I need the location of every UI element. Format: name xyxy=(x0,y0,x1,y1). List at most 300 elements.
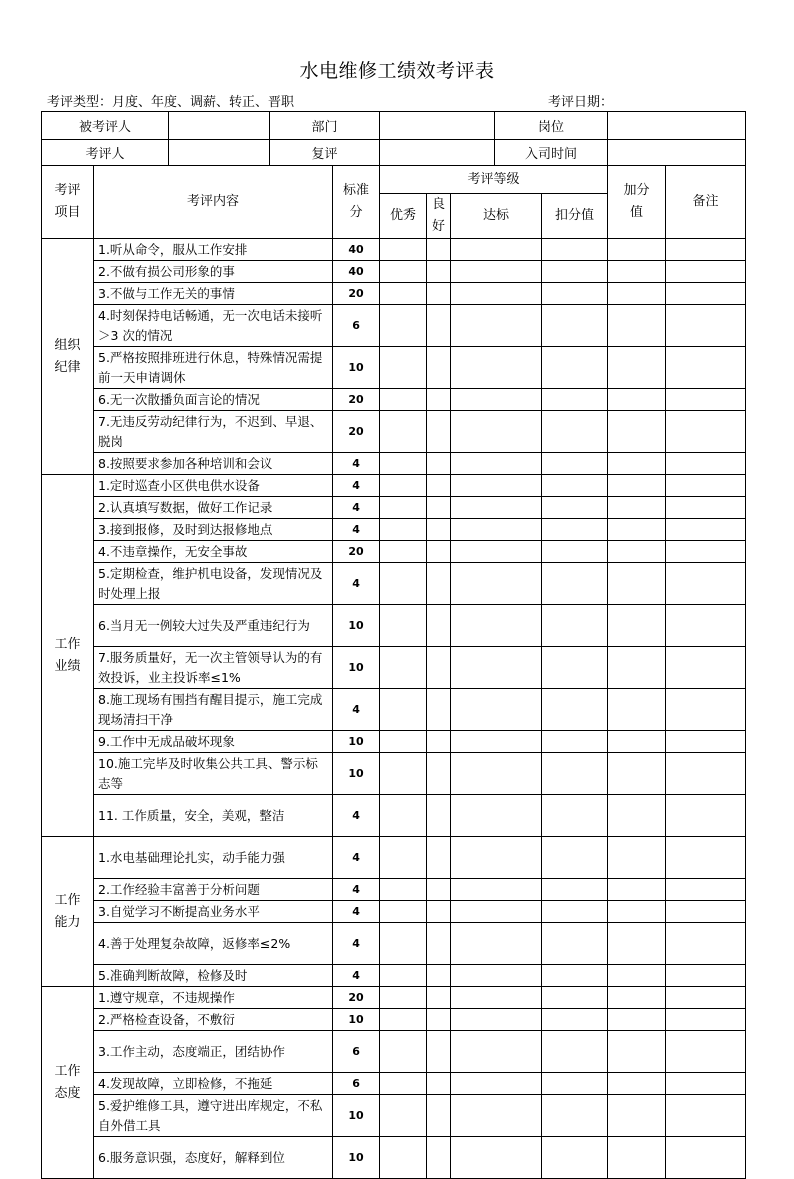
grade-pass-cell[interactable] xyxy=(451,453,542,475)
bonus-cell[interactable] xyxy=(608,347,666,389)
item-standard-score: 20 xyxy=(333,411,380,453)
remark-cell[interactable] xyxy=(666,389,746,411)
remark-header: 备注 xyxy=(666,166,746,239)
item-text: 2.工作经验丰富善于分析问题 xyxy=(94,879,333,901)
grade-pass-cell[interactable] xyxy=(451,475,542,497)
item-row xyxy=(42,731,746,753)
bonus-cell[interactable] xyxy=(608,239,666,261)
grade-good-cell[interactable] xyxy=(427,1031,451,1073)
grade-pass-cell[interactable] xyxy=(451,987,542,1009)
remark-cell[interactable] xyxy=(666,497,746,519)
bonus-cell[interactable] xyxy=(608,497,666,519)
grade-excellent-cell[interactable] xyxy=(380,1009,427,1031)
grade-excellent-cell[interactable] xyxy=(380,411,427,453)
item-standard-score: 6 xyxy=(333,305,380,347)
grade-good-cell[interactable] xyxy=(427,795,451,837)
grade-pass-cell[interactable] xyxy=(451,1137,542,1179)
item-text: 1.遵守规章，不违规操作 xyxy=(94,987,333,1009)
grade-pass-cell[interactable] xyxy=(451,879,542,901)
item-text: 1.定时巡查小区供电供水设备 xyxy=(94,475,333,497)
grade-good-cell[interactable] xyxy=(427,1073,451,1095)
grade-good-cell[interactable] xyxy=(427,453,451,475)
grade-good-cell[interactable] xyxy=(427,1137,451,1179)
grade-deduction-cell[interactable] xyxy=(542,541,608,563)
item-standard-score: 4 xyxy=(333,475,380,497)
grade-deduction-cell[interactable] xyxy=(542,879,608,901)
grade-deduction-cell[interactable] xyxy=(542,389,608,411)
remark-cell[interactable] xyxy=(666,689,746,731)
bonus-cell[interactable] xyxy=(608,923,666,965)
item-text: 11. 工作质量，安全，美观，整洁 xyxy=(94,795,333,837)
grade-deduction-cell[interactable] xyxy=(542,1073,608,1095)
grade-good-cell[interactable] xyxy=(427,347,451,389)
evaluator-label: 考评人 xyxy=(42,140,169,166)
grade-good-cell[interactable] xyxy=(427,1009,451,1031)
grade-pass-cell[interactable] xyxy=(451,605,542,647)
grade-good-cell[interactable] xyxy=(427,497,451,519)
grade-pass-cell[interactable] xyxy=(451,795,542,837)
remark-cell[interactable] xyxy=(666,347,746,389)
grade-pass-cell[interactable] xyxy=(451,1073,542,1095)
item-row xyxy=(42,647,746,689)
item-standard-score: 10 xyxy=(333,605,380,647)
grade-good-cell[interactable] xyxy=(427,283,451,305)
item-row xyxy=(42,1031,746,1073)
item-row xyxy=(42,305,746,347)
remark-cell[interactable] xyxy=(666,965,746,987)
remark-cell[interactable] xyxy=(666,1073,746,1095)
grade-deduction-cell[interactable] xyxy=(542,647,608,689)
grade-pass-cell[interactable] xyxy=(451,901,542,923)
department-value[interactable] xyxy=(380,112,495,140)
item-row xyxy=(42,497,746,519)
grade-deduction-cell[interactable] xyxy=(542,1095,608,1137)
grade-deduction-cell[interactable] xyxy=(542,563,608,605)
grade-deduction-cell[interactable] xyxy=(542,411,608,453)
item-text: 7.服务质量好，无一次主管领导认为的有效投诉，业主投诉率≤1% xyxy=(94,647,333,689)
grade-good-cell[interactable] xyxy=(427,563,451,605)
grade-pass-cell[interactable] xyxy=(451,389,542,411)
grade-deduction-header: 扣分值 xyxy=(542,194,608,239)
remark-cell[interactable] xyxy=(666,987,746,1009)
bonus-cell[interactable] xyxy=(608,1137,666,1179)
item-row xyxy=(42,239,746,261)
remark-cell[interactable] xyxy=(666,1137,746,1179)
grade-pass-cell[interactable] xyxy=(451,239,542,261)
grade-pass-cell[interactable] xyxy=(451,519,542,541)
grade-good-cell[interactable] xyxy=(427,411,451,453)
reviewer-label: 复评 xyxy=(270,140,380,166)
grade-excellent-cell[interactable] xyxy=(380,837,427,879)
item-row xyxy=(42,283,746,305)
grade-pass-cell[interactable] xyxy=(451,1009,542,1031)
position-value[interactable] xyxy=(608,112,746,140)
item-row xyxy=(42,389,746,411)
item-row xyxy=(42,879,746,901)
remark-cell[interactable] xyxy=(666,879,746,901)
bonus-cell[interactable] xyxy=(608,305,666,347)
grade-excellent-cell[interactable] xyxy=(380,541,427,563)
grade-good-cell[interactable] xyxy=(427,901,451,923)
form-title: 水电维修工绩效考评表 xyxy=(299,60,495,82)
grade-good-cell[interactable] xyxy=(427,923,451,965)
grade-pass-cell[interactable] xyxy=(451,689,542,731)
bonus-cell[interactable] xyxy=(608,389,666,411)
content-header: 考评内容 xyxy=(94,166,333,239)
item-row xyxy=(42,689,746,731)
grade-pass-cell[interactable] xyxy=(451,923,542,965)
grade-excellent-cell[interactable] xyxy=(380,1095,427,1137)
grade-pass-cell[interactable] xyxy=(451,647,542,689)
join-date-label: 入司时间 xyxy=(495,140,608,166)
info-row xyxy=(42,112,746,140)
item-text: 4.发现故障，立即检修，不拖延 xyxy=(94,1073,333,1095)
item-row xyxy=(42,1009,746,1031)
item-text: 3.自觉学习不断提高业务水平 xyxy=(94,901,333,923)
grade-excellent-cell[interactable] xyxy=(380,1137,427,1179)
remark-cell[interactable] xyxy=(666,753,746,795)
grade-pass-cell[interactable] xyxy=(451,411,542,453)
grade-pass-cell[interactable] xyxy=(451,497,542,519)
item-row xyxy=(42,475,746,497)
item-standard-score: 6 xyxy=(333,1073,380,1095)
item-standard-score: 4 xyxy=(333,519,380,541)
item-row xyxy=(42,563,746,605)
item-standard-score: 20 xyxy=(333,389,380,411)
grade-excellent-cell[interactable] xyxy=(380,987,427,1009)
grade-good-cell[interactable] xyxy=(427,541,451,563)
item-text: 7.无违反劳动纪律行为，不迟到、早退、脱岗 xyxy=(94,411,333,453)
evaluatee-label: 被考评人 xyxy=(42,112,169,140)
item-text: 5.严格按照排班进行休息，特殊情况需提前一天申请调休 xyxy=(94,347,333,389)
grade-pass-cell[interactable] xyxy=(451,563,542,605)
grade-pass-cell[interactable] xyxy=(451,753,542,795)
item-text: 5.定期检查，维护机电设备，发现情况及时处理上报 xyxy=(94,563,333,605)
grade-deduction-cell[interactable] xyxy=(542,475,608,497)
grade-deduction-cell[interactable] xyxy=(542,305,608,347)
grade-excellent-cell[interactable] xyxy=(380,901,427,923)
remark-cell[interactable] xyxy=(666,563,746,605)
remark-cell[interactable] xyxy=(666,1095,746,1137)
item-standard-score: 4 xyxy=(333,923,380,965)
grade-excellent-cell[interactable] xyxy=(380,563,427,605)
remark-cell[interactable] xyxy=(666,837,746,879)
item-text: 4.时刻保持电话畅通，无一次电话未接听＞3 次的情况 xyxy=(94,305,333,347)
item-row xyxy=(42,965,746,987)
grade-pass-cell[interactable] xyxy=(451,283,542,305)
bonus-cell[interactable] xyxy=(608,965,666,987)
section-work-ability: 工作 能力 xyxy=(42,837,94,987)
grade-good-cell[interactable] xyxy=(427,389,451,411)
item-text: 3.工作主动，态度端正，团结协作 xyxy=(94,1031,333,1073)
grade-good-cell[interactable] xyxy=(427,647,451,689)
grade-deduction-cell[interactable] xyxy=(542,1137,608,1179)
grade-pass-cell[interactable] xyxy=(451,1031,542,1073)
bonus-cell[interactable] xyxy=(608,879,666,901)
grade-deduction-cell[interactable] xyxy=(542,605,608,647)
grade-excellent-cell[interactable] xyxy=(380,239,427,261)
item-text: 4.善于处理复杂故障，返修率≤2% xyxy=(94,923,333,965)
grade-deduction-cell[interactable] xyxy=(542,753,608,795)
bonus-cell[interactable] xyxy=(608,795,666,837)
grade-excellent-cell[interactable] xyxy=(380,1031,427,1073)
item-standard-score: 4 xyxy=(333,879,380,901)
grade-pass-cell[interactable] xyxy=(451,541,542,563)
item-row xyxy=(42,923,746,965)
item-text: 1.听从命令，服从工作安排 xyxy=(94,239,333,261)
remark-cell[interactable] xyxy=(666,901,746,923)
remark-cell[interactable] xyxy=(666,305,746,347)
remark-cell[interactable] xyxy=(666,795,746,837)
remark-cell[interactable] xyxy=(666,519,746,541)
grade-deduction-cell[interactable] xyxy=(542,497,608,519)
section-work-performance: 工作 业绩 xyxy=(42,475,94,837)
item-text: 4.不违章操作，无安全事故 xyxy=(94,541,333,563)
grade-excellent-cell[interactable] xyxy=(380,453,427,475)
grade-excellent-cell[interactable] xyxy=(380,731,427,753)
evaluator-value[interactable] xyxy=(169,140,270,166)
remark-cell[interactable] xyxy=(666,923,746,965)
grade-pass-cell[interactable] xyxy=(451,305,542,347)
bonus-cell[interactable] xyxy=(608,753,666,795)
item-row xyxy=(42,795,746,837)
item-row xyxy=(42,261,746,283)
grade-good-cell[interactable] xyxy=(427,987,451,1009)
grade-good-cell[interactable] xyxy=(427,1095,451,1137)
grade-good-cell[interactable] xyxy=(427,965,451,987)
item-standard-score: 6 xyxy=(333,1031,380,1073)
grade-deduction-cell[interactable] xyxy=(542,1031,608,1073)
remark-cell[interactable] xyxy=(666,647,746,689)
evaluatee-value[interactable] xyxy=(169,112,270,140)
bonus-cell[interactable] xyxy=(608,283,666,305)
grade-good-cell[interactable] xyxy=(427,753,451,795)
item-text: 2.不做有损公司形象的事 xyxy=(94,261,333,283)
grade-deduction-cell[interactable] xyxy=(542,901,608,923)
item-text: 8.施工现场有围挡有醒目提示，施工完成现场清扫干净 xyxy=(94,689,333,731)
grade-good-cell[interactable] xyxy=(427,475,451,497)
grade-pass-header: 达标 xyxy=(451,194,542,239)
remark-cell[interactable] xyxy=(666,453,746,475)
grade-deduction-cell[interactable] xyxy=(542,965,608,987)
reviewer-value[interactable] xyxy=(380,140,495,166)
grade-deduction-cell[interactable] xyxy=(542,519,608,541)
evaluation-type: 考评类型：月度、年度、调薪、转正、晋职 xyxy=(47,95,295,110)
item-standard-score: 4 xyxy=(333,795,380,837)
item-standard-score: 4 xyxy=(333,965,380,987)
item-standard-score: 10 xyxy=(333,753,380,795)
item-standard-score: 20 xyxy=(333,283,380,305)
grade-excellent-cell[interactable] xyxy=(380,795,427,837)
remark-cell[interactable] xyxy=(666,411,746,453)
grade-excellent-cell[interactable] xyxy=(380,389,427,411)
grade-excellent-cell[interactable] xyxy=(380,519,427,541)
grade-excellent-cell[interactable] xyxy=(380,605,427,647)
item-standard-score: 10 xyxy=(333,1137,380,1179)
item-row xyxy=(42,987,746,1009)
item-row xyxy=(42,753,746,795)
item-text: 2.认真填写数据，做好工作记录 xyxy=(94,497,333,519)
remark-cell[interactable] xyxy=(666,239,746,261)
grade-excellent-cell[interactable] xyxy=(380,347,427,389)
item-row xyxy=(42,347,746,389)
bonus-cell[interactable] xyxy=(608,647,666,689)
bonus-cell[interactable] xyxy=(608,731,666,753)
grade-excellent-cell[interactable] xyxy=(380,647,427,689)
grade-pass-cell[interactable] xyxy=(451,731,542,753)
item-standard-score: 10 xyxy=(333,731,380,753)
info-row xyxy=(42,140,746,166)
section-work-attitude: 工作 态度 xyxy=(42,987,94,1179)
bonus-cell[interactable] xyxy=(608,563,666,605)
remark-cell[interactable] xyxy=(666,1031,746,1073)
item-text: 5.准确判断故障，检修及时 xyxy=(94,965,333,987)
bonus-cell[interactable] xyxy=(608,519,666,541)
evaluation-table xyxy=(41,111,746,1179)
bonus-cell[interactable] xyxy=(608,475,666,497)
item-row xyxy=(42,519,746,541)
item-standard-score: 4 xyxy=(333,563,380,605)
item-text: 6.当月无一例较大过失及严重违纪行为 xyxy=(94,605,333,647)
standard-score-header: 标准 分 xyxy=(333,166,380,239)
item-text: 5.爱护维修工具，遵守进出库规定，不私自外借工具 xyxy=(94,1095,333,1137)
grade-good-cell[interactable] xyxy=(427,837,451,879)
grade-deduction-cell[interactable] xyxy=(542,837,608,879)
item-row xyxy=(42,453,746,475)
item-standard-score: 10 xyxy=(333,1009,380,1031)
grade-deduction-cell[interactable] xyxy=(542,795,608,837)
grade-excellent-cell[interactable] xyxy=(380,753,427,795)
bonus-cell[interactable] xyxy=(608,987,666,1009)
item-row xyxy=(42,1137,746,1179)
bonus-cell[interactable] xyxy=(608,1009,666,1031)
grade-good-cell[interactable] xyxy=(427,239,451,261)
grade-good-cell[interactable] xyxy=(427,731,451,753)
grade-deduction-cell[interactable] xyxy=(542,731,608,753)
grade-excellent-cell[interactable] xyxy=(380,965,427,987)
item-standard-score: 40 xyxy=(333,239,380,261)
item-row xyxy=(42,541,746,563)
bonus-cell[interactable] xyxy=(608,837,666,879)
grade-excellent-cell[interactable] xyxy=(380,689,427,731)
item-text: 6.无一次散播负面言论的情况 xyxy=(94,389,333,411)
grade-deduction-cell[interactable] xyxy=(542,261,608,283)
remark-cell[interactable] xyxy=(666,475,746,497)
item-text: 9.工作中无成品破坏现象 xyxy=(94,731,333,753)
bonus-cell[interactable] xyxy=(608,1095,666,1137)
grade-excellent-cell[interactable] xyxy=(380,1073,427,1095)
item-row xyxy=(42,605,746,647)
item-standard-score: 4 xyxy=(333,689,380,731)
grade-excellent-cell[interactable] xyxy=(380,305,427,347)
item-text: 3.不做与工作无关的事情 xyxy=(94,283,333,305)
bonus-cell[interactable] xyxy=(608,411,666,453)
item-row xyxy=(42,1095,746,1137)
grade-good-cell[interactable] xyxy=(427,305,451,347)
item-standard-score: 20 xyxy=(333,541,380,563)
remark-cell[interactable] xyxy=(666,605,746,647)
bonus-cell[interactable] xyxy=(608,901,666,923)
grade-deduction-cell[interactable] xyxy=(542,689,608,731)
grade-deduction-cell[interactable] xyxy=(542,987,608,1009)
bonus-cell[interactable] xyxy=(608,689,666,731)
remark-cell[interactable] xyxy=(666,541,746,563)
grade-pass-cell[interactable] xyxy=(451,261,542,283)
bonus-cell[interactable] xyxy=(608,1073,666,1095)
section-organization-discipline: 组织 纪律 xyxy=(42,239,94,475)
grade-pass-cell[interactable] xyxy=(451,1095,542,1137)
position-label: 岗位 xyxy=(495,112,608,140)
grade-excellent-cell[interactable] xyxy=(380,261,427,283)
item-text: 2.严格检查设备，不敷衍 xyxy=(94,1009,333,1031)
bonus-header: 加分 值 xyxy=(608,166,666,239)
header-row xyxy=(42,166,746,194)
grade-excellent-cell[interactable] xyxy=(380,475,427,497)
item-standard-score: 4 xyxy=(333,901,380,923)
item-standard-score: 40 xyxy=(333,261,380,283)
item-standard-score: 10 xyxy=(333,347,380,389)
item-row xyxy=(42,901,746,923)
department-label: 部门 xyxy=(270,112,380,140)
bonus-cell[interactable] xyxy=(608,453,666,475)
grade-deduction-cell[interactable] xyxy=(542,923,608,965)
grade-excellent-cell[interactable] xyxy=(380,879,427,901)
grade-good-cell[interactable] xyxy=(427,519,451,541)
grade-deduction-cell[interactable] xyxy=(542,239,608,261)
item-standard-score: 10 xyxy=(333,647,380,689)
grade-deduction-cell[interactable] xyxy=(542,283,608,305)
grade-header: 考评等级 xyxy=(380,166,608,194)
item-standard-score: 10 xyxy=(333,1095,380,1137)
bonus-cell[interactable] xyxy=(608,1031,666,1073)
grade-deduction-cell[interactable] xyxy=(542,347,608,389)
item-row xyxy=(42,411,746,453)
grade-good-cell[interactable] xyxy=(427,879,451,901)
bonus-cell[interactable] xyxy=(608,541,666,563)
bonus-cell[interactable] xyxy=(608,605,666,647)
grade-good-cell[interactable] xyxy=(427,605,451,647)
item-standard-score: 4 xyxy=(333,453,380,475)
grade-pass-cell[interactable] xyxy=(451,837,542,879)
grade-excellent-cell[interactable] xyxy=(380,923,427,965)
remark-cell[interactable] xyxy=(666,731,746,753)
grade-good-cell[interactable] xyxy=(427,689,451,731)
item-text: 8.按照要求参加各种培训和会议 xyxy=(94,453,333,475)
grade-pass-cell[interactable] xyxy=(451,965,542,987)
remark-cell[interactable] xyxy=(666,283,746,305)
evaluation-date-label: 考评日期： xyxy=(548,95,614,110)
bonus-cell[interactable] xyxy=(608,261,666,283)
category-header: 考评 项目 xyxy=(42,166,94,239)
grade-good-cell[interactable] xyxy=(427,261,451,283)
item-row xyxy=(42,1073,746,1095)
grade-good-header: 良好 xyxy=(427,194,451,239)
item-text: 1.水电基础理论扎实，动手能力强 xyxy=(94,837,333,879)
join-date-value[interactable] xyxy=(608,140,746,166)
item-standard-score: 4 xyxy=(333,837,380,879)
remark-cell[interactable] xyxy=(666,261,746,283)
item-text: 6.服务意识强，态度好，解释到位 xyxy=(94,1137,333,1179)
grade-pass-cell[interactable] xyxy=(451,347,542,389)
remark-cell[interactable] xyxy=(666,1009,746,1031)
grade-deduction-cell[interactable] xyxy=(542,1009,608,1031)
grade-excellent-cell[interactable] xyxy=(380,283,427,305)
grade-excellent-header: 优秀 xyxy=(380,194,427,239)
grade-deduction-cell[interactable] xyxy=(542,453,608,475)
item-standard-score: 20 xyxy=(333,987,380,1009)
grade-excellent-cell[interactable] xyxy=(380,497,427,519)
item-text: 10.施工完毕及时收集公共工具、警示标志等 xyxy=(94,753,333,795)
